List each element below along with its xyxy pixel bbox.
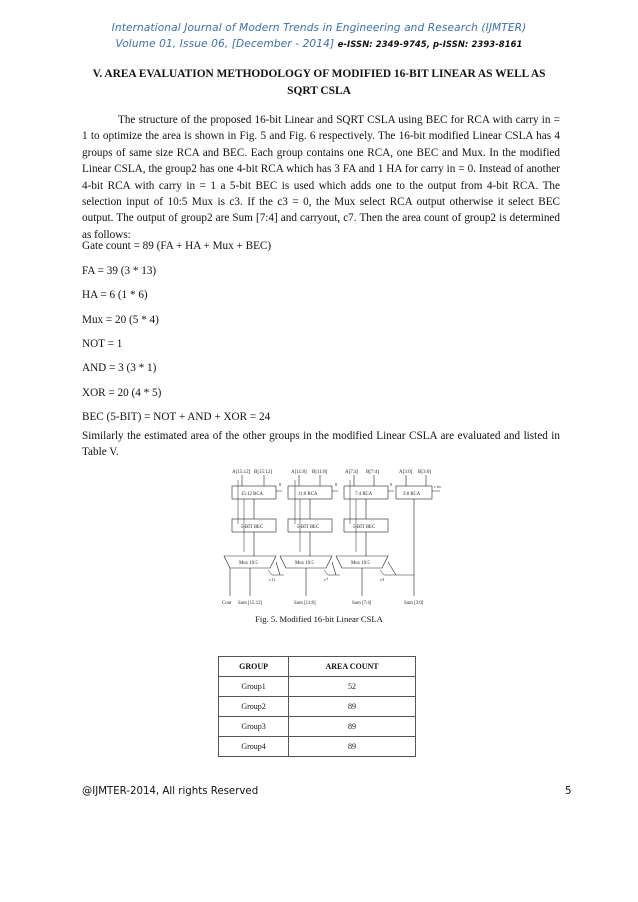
journal-header-title: International Journal of Modern Trends in Engineering and Research (IJMTER) xyxy=(111,22,527,34)
input-label: A[3:0] xyxy=(399,470,413,475)
linear-csla-diagram xyxy=(214,464,444,614)
equation-gate-count: Gate count = 89 (FA + HA + Mux + BEC) xyxy=(82,240,272,252)
journal-volume-issue: Volume 01, Issue 06, [December - 2014] xyxy=(115,38,335,50)
table-cell-group: Group1 xyxy=(219,677,289,697)
equation-bec: BEC (5-BIT) = NOT + AND + XOR = 24 xyxy=(82,411,271,423)
carry-in-label: c in xyxy=(434,484,441,489)
carry-zero-label: 0 xyxy=(390,482,393,487)
equation-fa: FA = 39 (3 * 13) xyxy=(82,265,157,277)
bec-label: 5-BIT BEC xyxy=(297,525,320,530)
input-label: B[15:12] xyxy=(254,470,273,475)
rca-label: 3:0 RCA xyxy=(403,492,421,497)
carry-label: c11 xyxy=(269,577,276,582)
section-title: V. AREA EVALUATION METHODOLOGY OF MODIFIED 16-BIT LINEAR AS WELL AS SQRT CSLA xyxy=(92,68,546,97)
carry-label: c3 xyxy=(380,577,385,582)
table-cell-group: Group3 xyxy=(219,717,289,737)
output-label: Sum [7:4] xyxy=(352,601,372,606)
table-row xyxy=(219,677,416,697)
table-header-group: GROUP xyxy=(219,657,289,677)
output-label: Sum [11:8] xyxy=(294,601,316,606)
input-label: B[11:8] xyxy=(312,470,328,475)
rca-label: 11:8 RCA xyxy=(298,492,318,497)
mux-label: Mux 10:5 xyxy=(295,561,314,566)
rca-label: 7:4 RCA xyxy=(355,492,373,497)
table-cell-area: 52 xyxy=(289,677,416,697)
journal-issn: e-ISSN: 2349-9745, p-ISSN: 2393-8161 xyxy=(337,39,523,49)
table-row xyxy=(219,717,416,737)
input-label: A[15:12] xyxy=(232,470,251,475)
equation-not: NOT = 1 xyxy=(82,338,123,350)
equation-and: AND = 3 (3 * 1) xyxy=(82,362,157,374)
table-cell-group: Group4 xyxy=(219,737,289,757)
input-label: B[3:0] xyxy=(418,470,432,475)
table-row xyxy=(219,737,416,757)
figure-caption: Fig. 5. Modified 16-bit Linear CSLA xyxy=(255,614,383,624)
paragraph-structure-text: The structure of the proposed 16-bit Linear and SQRT CSLA using BEC for RCA with carry in = 1 to optimize the area is shown in Fig. 5 and Fig. 6 respectively. The 16-bit modified Linear CSLA has 4 groups of same size RCA and BEC. Each group contains one RCA, one BEC and Mux. In the modified Linear CSLA, the group2 has one 4-bit RCA which has 3 FA and 1 HA for carry in = 0. Instead of another 4-bit RCA with carry in = 1 a 5-bit BEC is used which adds one to the output from 4-bit RCA. The selection input of 10:5 Mux is c3. If the c3 = 0, the Mux select RCA output otherwise it select BEC output. The output of group2 are Sum [7:4] and carryout, c7. Then the area count of group2 is determined as follows: xyxy=(82,114,560,241)
equation-ha: HA = 6 (1 * 6) xyxy=(82,289,148,301)
table-header-area-count: AREA COUNT xyxy=(289,657,416,677)
bec-label: 5-BIT BEC xyxy=(353,525,376,530)
input-label: A[7:4] xyxy=(345,470,359,475)
input-label: B[7:4] xyxy=(366,470,380,475)
output-label: Cout xyxy=(222,601,232,606)
footer-page-number: 5 xyxy=(565,786,572,797)
paragraph-similarly: Similarly the estimated area of the other groups in the modified Linear CSLA are evaluated and listed in Table V. xyxy=(82,430,560,459)
output-label: Sum [3:0] xyxy=(404,601,424,606)
input-label: A[11:8] xyxy=(291,470,307,475)
carry-zero-label: 0 xyxy=(279,482,282,487)
area-count-table xyxy=(218,656,416,757)
rca-label: 15:12 RCA xyxy=(241,492,263,497)
mux-label: Mux 10:5 xyxy=(239,561,258,566)
equation-xor: XOR = 20 (4 * 5) xyxy=(82,387,162,399)
output-label: Sum [15:12] xyxy=(238,601,263,606)
table-row xyxy=(219,697,416,717)
table-header-row xyxy=(219,657,416,677)
bec-label: 5-BIT BEC xyxy=(241,525,264,530)
table-cell-area: 89 xyxy=(289,737,416,757)
equation-mux: Mux = 20 (5 * 4) xyxy=(82,314,159,326)
mux-label: Mux 10:5 xyxy=(351,561,370,566)
table-cell-group: Group2 xyxy=(219,697,289,717)
carry-label: c7 xyxy=(324,577,329,582)
footer-copyright: @IJMTER-2014, All rights Reserved xyxy=(82,786,259,797)
table-cell-area: 89 xyxy=(289,717,416,737)
table-cell-area: 89 xyxy=(289,697,416,717)
carry-zero-label: 0 xyxy=(335,482,338,487)
journal-header-issue xyxy=(0,38,638,50)
paragraph-structure xyxy=(82,112,560,243)
